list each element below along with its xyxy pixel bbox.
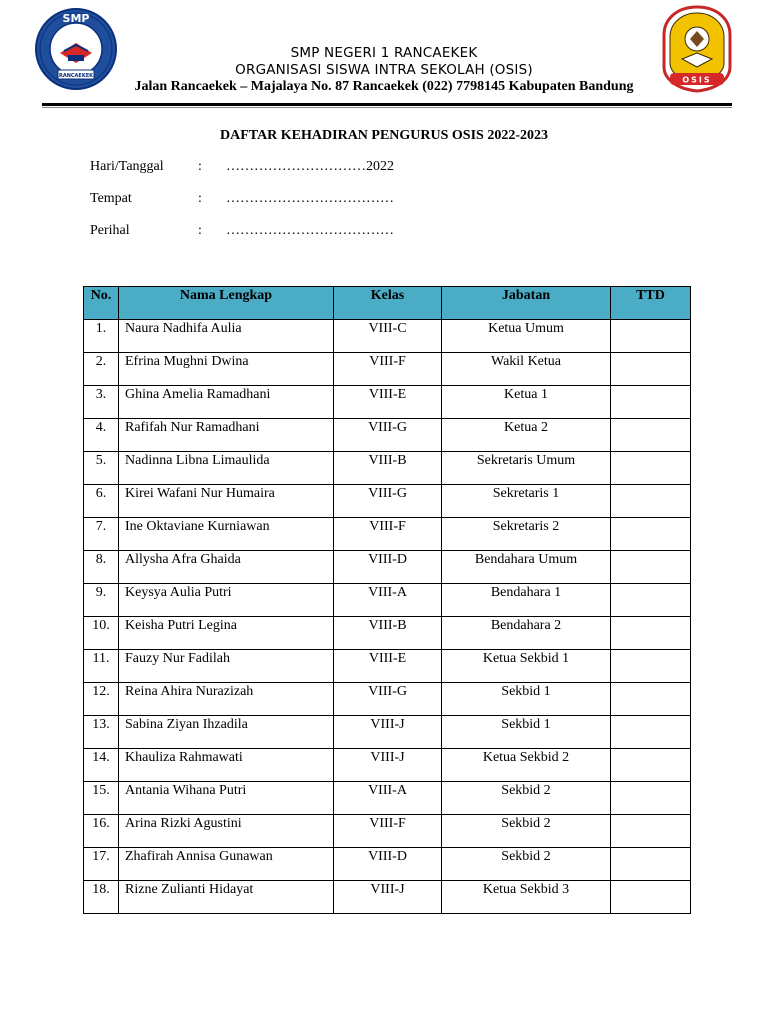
member-class: VIII-G	[334, 683, 442, 716]
signature-cell[interactable]	[611, 716, 691, 749]
signature-cell[interactable]	[611, 683, 691, 716]
table-row	[84, 815, 691, 848]
organization-name: ORGANISASI SISWA INTRA SEKOLAH (OSIS)	[235, 62, 533, 78]
row-number: 15.	[84, 782, 119, 815]
member-class: VIII-F	[334, 353, 442, 386]
school-logo-text-top: SMP	[62, 12, 90, 25]
member-position: Ketua 1	[442, 386, 611, 419]
member-position: Ketua Sekbid 2	[442, 749, 611, 782]
member-class: VIII-D	[334, 551, 442, 584]
member-name: Rafifah Nur Ramadhani	[119, 419, 334, 452]
field-value: ………………………………	[226, 223, 394, 238]
member-class: VIII-E	[334, 650, 442, 683]
field-label: Hari/Tanggal	[90, 159, 164, 174]
field-value: …………………………2022	[226, 159, 394, 174]
member-position: Ketua 2	[442, 419, 611, 452]
member-name: Fauzy Nur Fadilah	[119, 650, 334, 683]
row-number: 6.	[84, 485, 119, 518]
table-row	[84, 551, 691, 584]
member-position: Ketua Sekbid 1	[442, 650, 611, 683]
member-name: Nadinna Libna Limaulida	[119, 452, 334, 485]
table-row	[84, 518, 691, 551]
member-class: VIII-F	[334, 518, 442, 551]
member-class: VIII-D	[334, 848, 442, 881]
school-logo-text-arc: NEGERI 1	[64, 30, 88, 36]
signature-cell[interactable]	[611, 617, 691, 650]
field-label: Perihal	[90, 223, 130, 238]
field-colon: :	[198, 159, 202, 174]
member-position: Sekbid 1	[442, 716, 611, 749]
member-class: VIII-B	[334, 452, 442, 485]
signature-cell[interactable]	[611, 650, 691, 683]
column-header-position: Jabatan	[442, 287, 611, 320]
table-row	[84, 320, 691, 353]
member-name: Efrina Mughni Dwina	[119, 353, 334, 386]
table-row	[84, 452, 691, 485]
row-number: 12.	[84, 683, 119, 716]
table-row	[84, 716, 691, 749]
table-row	[84, 881, 691, 914]
member-class: VIII-J	[334, 716, 442, 749]
header-divider	[42, 103, 732, 106]
signature-cell[interactable]	[611, 386, 691, 419]
school-logo-text-bottom: RANCAEKEK	[58, 73, 94, 79]
member-name: Sabina Ziyan Ihzadila	[119, 716, 334, 749]
attendance-table	[83, 286, 691, 914]
member-position: Sekbid 2	[442, 848, 611, 881]
table-row	[84, 584, 691, 617]
header-divider-thin	[42, 107, 732, 108]
row-number: 5.	[84, 452, 119, 485]
member-class: VIII-A	[334, 782, 442, 815]
member-position: Wakil Ketua	[442, 353, 611, 386]
member-position: Bendahara Umum	[442, 551, 611, 584]
table-row	[84, 353, 691, 386]
member-position: Sekbid 2	[442, 782, 611, 815]
field-colon: :	[198, 223, 202, 238]
table-row	[84, 848, 691, 881]
member-name: Allysha Afra Ghaida	[119, 551, 334, 584]
row-number: 8.	[84, 551, 119, 584]
signature-cell[interactable]	[611, 848, 691, 881]
member-class: VIII-J	[334, 749, 442, 782]
member-class: VIII-E	[334, 386, 442, 419]
table-row	[84, 650, 691, 683]
table-row	[84, 419, 691, 452]
signature-cell[interactable]	[611, 419, 691, 452]
member-position: Sekretaris Umum	[442, 452, 611, 485]
signature-cell[interactable]	[611, 485, 691, 518]
table-row	[84, 617, 691, 650]
row-number: 17.	[84, 848, 119, 881]
signature-cell[interactable]	[611, 551, 691, 584]
field-label: Tempat	[90, 191, 132, 206]
school-name: SMP NEGERI 1 RANCAEKEK	[290, 45, 478, 61]
table-row	[84, 782, 691, 815]
member-class: VIII-J	[334, 881, 442, 914]
school-address: Jalan Rancaekek – Majalaya No. 87 Rancaekek (022) 7798145 Kabupaten Bandung	[134, 79, 634, 94]
member-name: Arina Rizki Agustini	[119, 815, 334, 848]
column-header-signature: TTD	[611, 287, 691, 320]
signature-cell[interactable]	[611, 881, 691, 914]
row-number: 14.	[84, 749, 119, 782]
signature-cell[interactable]	[611, 452, 691, 485]
row-number: 2.	[84, 353, 119, 386]
member-position: Bendahara 2	[442, 617, 611, 650]
member-position: Ketua Umum	[442, 320, 611, 353]
row-number: 7.	[84, 518, 119, 551]
column-header-no: No.	[84, 287, 119, 320]
table-row	[84, 749, 691, 782]
member-class: VIII-A	[334, 584, 442, 617]
row-number: 1.	[84, 320, 119, 353]
signature-cell[interactable]	[611, 584, 691, 617]
member-name: Khauliza Rahmawati	[119, 749, 334, 782]
row-number: 16.	[84, 815, 119, 848]
signature-cell[interactable]	[611, 518, 691, 551]
table-row	[84, 683, 691, 716]
member-name: Ghina Amelia Ramadhani	[119, 386, 334, 419]
field-value: ………………………………	[226, 191, 394, 206]
member-name: Keysya Aulia Putri	[119, 584, 334, 617]
document-title: DAFTAR KEHADIRAN PENGURUS OSIS 2022-2023	[220, 128, 548, 143]
member-position: Ketua Sekbid 3	[442, 881, 611, 914]
member-class: VIII-B	[334, 617, 442, 650]
signature-cell[interactable]	[611, 782, 691, 815]
column-header-name: Nama Lengkap	[119, 287, 334, 320]
member-name: Zhafirah Annisa Gunawan	[119, 848, 334, 881]
row-number: 4.	[84, 419, 119, 452]
member-name: Antania Wihana Putri	[119, 782, 334, 815]
signature-cell[interactable]	[611, 353, 691, 386]
row-number: 10.	[84, 617, 119, 650]
member-class: VIII-G	[334, 419, 442, 452]
field-colon: :	[198, 191, 202, 206]
member-position: Sekbid 2	[442, 815, 611, 848]
member-name: Keisha Putri Legina	[119, 617, 334, 650]
row-number: 13.	[84, 716, 119, 749]
member-position: Sekbid 1	[442, 683, 611, 716]
member-class: VIII-F	[334, 815, 442, 848]
table-row	[84, 386, 691, 419]
signature-cell[interactable]	[611, 320, 691, 353]
member-name: Rizne Zulianti Hidayat	[119, 881, 334, 914]
column-header-class: Kelas	[334, 287, 442, 320]
signature-cell[interactable]	[611, 815, 691, 848]
signature-cell[interactable]	[611, 749, 691, 782]
table-row	[84, 485, 691, 518]
osis-logo-text: OSIS	[682, 75, 712, 85]
row-number: 3.	[84, 386, 119, 419]
member-class: VIII-G	[334, 485, 442, 518]
member-position: Sekretaris 2	[442, 518, 611, 551]
table-header-row	[84, 287, 691, 320]
member-class: VIII-C	[334, 320, 442, 353]
row-number: 9.	[84, 584, 119, 617]
row-number: 18.	[84, 881, 119, 914]
member-name: Reina Ahira Nurazizah	[119, 683, 334, 716]
member-name: Ine Oktaviane Kurniawan	[119, 518, 334, 551]
member-position: Sekretaris 1	[442, 485, 611, 518]
member-name: Kirei Wafani Nur Humaira	[119, 485, 334, 518]
member-name: Naura Nadhifa Aulia	[119, 320, 334, 353]
row-number: 11.	[84, 650, 119, 683]
member-position: Bendahara 1	[442, 584, 611, 617]
